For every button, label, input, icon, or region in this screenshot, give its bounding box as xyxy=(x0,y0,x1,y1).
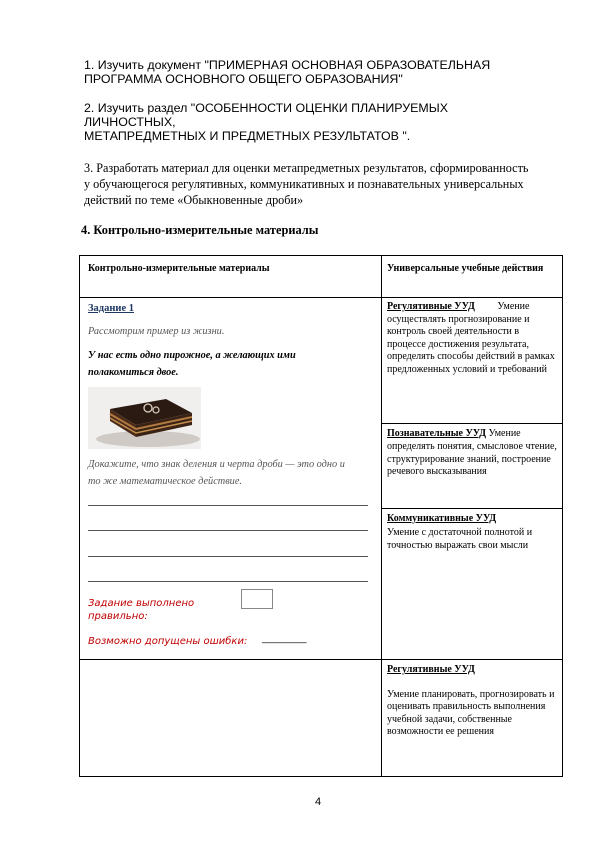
intro-item-2-line-3: МЕТАПРЕДМЕТНЫХ И ПРЕДМЕТНЫХ РЕЗУЛЬТАТОВ ". xyxy=(84,129,411,143)
done-label: Задание выполнено правильно: xyxy=(88,598,195,622)
answer-line-3[interactable] xyxy=(88,556,368,557)
intro-item-1: 1. Изучить документ "ПРИМЕРНАЯ ОСНОВНАЯ ОБРАЗОВАТЕЛЬНАЯ ПРОГРАММА ОСНОВНОГО ОБЩЕГО ОБРАЗОВАНИЯ" xyxy=(84,58,491,86)
task-line-2: У нас есть одно пирожное, а желающих ими полакомиться двое. xyxy=(88,350,296,378)
answer-line-1[interactable] xyxy=(88,505,368,506)
cake-icon xyxy=(88,387,201,449)
answer-line-2[interactable] xyxy=(88,530,368,531)
uud-1-title: Регулятивные УУД xyxy=(387,301,475,312)
cake-image xyxy=(88,387,201,449)
uud-4-title: Регулятивные УУД xyxy=(387,664,475,675)
uud-4-text: Умение планировать, прогнозировать и оценивать правильность выполнения учебной задачи, собственные возможности ее решения xyxy=(387,688,555,738)
uud-1 xyxy=(382,298,562,377)
uud-cell-1 xyxy=(382,298,563,424)
task-cell xyxy=(80,298,382,660)
page-number: 4 xyxy=(315,796,322,808)
table-header-col1 xyxy=(80,256,382,298)
task-content xyxy=(80,298,381,659)
intro-item-2-line-2: ЛИЧНОСТНЫХ, xyxy=(84,115,176,129)
uud-3 xyxy=(382,509,562,553)
uud-2-title: Познавательные УУД xyxy=(387,428,487,440)
empty-task-cell xyxy=(80,660,382,777)
task-question: Докажите, что знак деления и черта дроби — это одно и то же математическое действие. xyxy=(88,459,345,487)
task-title: Задание 1 xyxy=(88,303,134,314)
uud-cell-3 xyxy=(382,508,563,659)
errors-label: Возможно допущены ошибки: xyxy=(88,636,248,647)
errors-blank[interactable]: ________ xyxy=(262,633,307,644)
uud-3-text: Умение с достаточной полнотой и точностью выражать свои мысли xyxy=(387,527,533,551)
uud-2 xyxy=(382,424,562,478)
header-col1-text: Контрольно-измерительные материалы xyxy=(88,263,270,274)
intro-item-2-line-1: 2. Изучить раздел "ОСОБЕННОСТИ ОЦЕНКИ ПЛАНИРУЕМЫХ xyxy=(84,101,448,115)
uud-cell-4 xyxy=(382,660,563,777)
done-checkbox[interactable] xyxy=(241,589,273,609)
task-line-1: Рассмотрим пример из жизни. xyxy=(88,326,225,337)
kim-table xyxy=(79,255,563,777)
uud-2-text: Умение определять понятия, смысловое чтение, структурирование знаний, построение речевого высказывания xyxy=(387,428,557,478)
answer-line-4[interactable] xyxy=(88,581,368,582)
section-title: 4. Контрольно-измерительные материалы xyxy=(81,223,319,237)
uud-3-title: Коммуникативные УУД xyxy=(387,512,497,524)
uud-1-text: Умение осуществлять прогнозирование и контроль своей деятельности в процессе достижения результата, определять способы действий в рамках предложенных условий и требований xyxy=(387,301,555,375)
intro-item-2 xyxy=(84,101,544,143)
table-header-col2 xyxy=(382,256,563,298)
header-col2-text: Универсальные учебные действия xyxy=(387,263,544,274)
uud-4 xyxy=(382,660,562,739)
intro-item-3: 3. Разработать материал для оценки метапредметных результатов, сформированность у обучающегося регулятивных, коммуникативных и познавательных универсальных действий по теме «Обыкновенные дроби» xyxy=(84,161,529,207)
uud-cell-2 xyxy=(382,424,563,508)
